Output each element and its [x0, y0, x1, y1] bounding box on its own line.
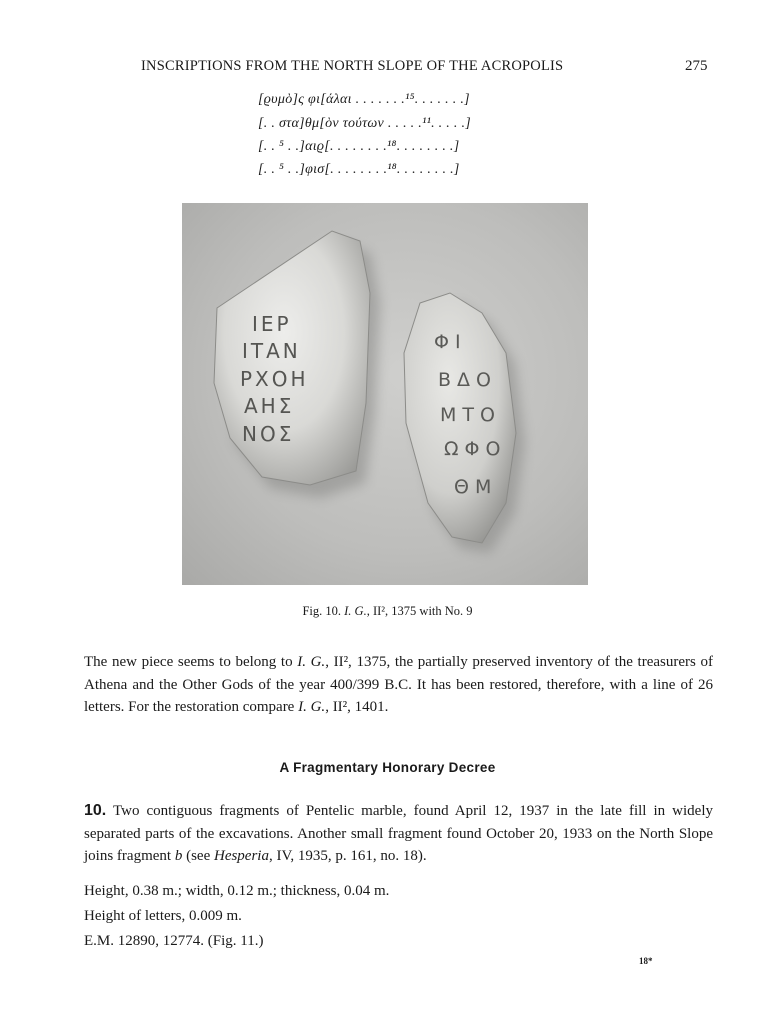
fragment-a-line-2: ΙΤΑΝ [242, 339, 301, 363]
fragment-a-line-1: ΙΕΡ [252, 312, 292, 336]
measurement-dimensions: Height, 0.38 m.; width, 0.12 m.; thickness, 0.04 m. [84, 883, 390, 899]
fragment-b-line-4: ΩΦΟ [444, 438, 507, 460]
entry-10-paragraph [84, 800, 713, 868]
measurement-letter-height: Height of letters, 0.009 m. [84, 908, 242, 924]
entry-journal: Hesperia [213, 848, 269, 864]
fragment-b-line-5: ΘΜ [454, 476, 498, 498]
entry-text-3: , IV, 1935, p. 161, no. 18). [268, 848, 427, 864]
entry-text-2: (see [182, 848, 214, 864]
fragment-b-line-1: ΦΙ [434, 331, 467, 353]
running-header-title: INSCRIPTIONS FROM THE NORTH SLOPE OF THE ACROPOLIS [141, 58, 564, 74]
caption-rest: , II², 1375 with No. 9 [366, 604, 473, 618]
signature-mark: 18* [639, 956, 653, 966]
section-heading: A Fragmentary Honorary Decree [279, 760, 496, 775]
inscription-line-3: [. . ⁵ . .]αιϱ[. . . . . . . .¹⁸. . . . . . . .] [258, 139, 460, 154]
entry-text-1: Two contiguous fragments of Pentelic marble, found April 12, 1937 in the late fill in widely separated parts of the excavations. Another small fragment found October 20, 1933 on the North Slope joins fragment [84, 803, 713, 864]
paragraph-1 [84, 651, 713, 719]
fragment-a-line-3: ΡΧΟΗ [240, 367, 309, 391]
inscription-line-2: [. . στα]θμ[ὸν τούτων . . . . .¹¹. . . . .] [258, 116, 472, 131]
paragraph-1-reference-1: I. G. [297, 654, 326, 670]
inscription-line-1: [ϱυμὸ]ς φι[άλαι . . . . . . .¹⁵. . . . . . .] [258, 92, 470, 107]
paragraph-1-text-2: , II², 1375, the partially preserved inventory of the treasurers of Athena and the Other Gods of the year 400/399 B.C. It has been restored, therefore, with a line of 26 letters. For the restoration compare [84, 654, 713, 715]
entry-number: 10. [84, 802, 107, 819]
paragraph-1-text: The new piece seems to belong to [84, 654, 298, 670]
paragraph-1-reference-2: I. G. [298, 699, 326, 715]
caption-reference: I. G. [344, 604, 367, 618]
fragment-a-line-5: ΝΟΣ [242, 422, 295, 446]
caption-prefix: Fig. 10. [302, 604, 342, 618]
museum-numbers: E.M. 12890, 12774. (Fig. 11.) [84, 933, 264, 949]
fragment-a-line-4: ΑΗΣ [244, 394, 295, 418]
fragment-b-line-2: ΒΔΟ [438, 369, 497, 391]
entry-fragment-label: b [174, 848, 183, 864]
marble-fragments-image [182, 203, 588, 585]
figure-photograph [182, 203, 588, 585]
page-number: 275 [685, 58, 708, 74]
fragment-b-line-3: ΜΤΟ [440, 404, 501, 426]
paragraph-1-text-3: , II², 1401. [325, 699, 389, 715]
figure-caption [0, 604, 775, 619]
inscription-line-4: [. . ⁵ . .]φισ[. . . . . . . .¹⁸. . . . . . . .] [258, 162, 460, 177]
